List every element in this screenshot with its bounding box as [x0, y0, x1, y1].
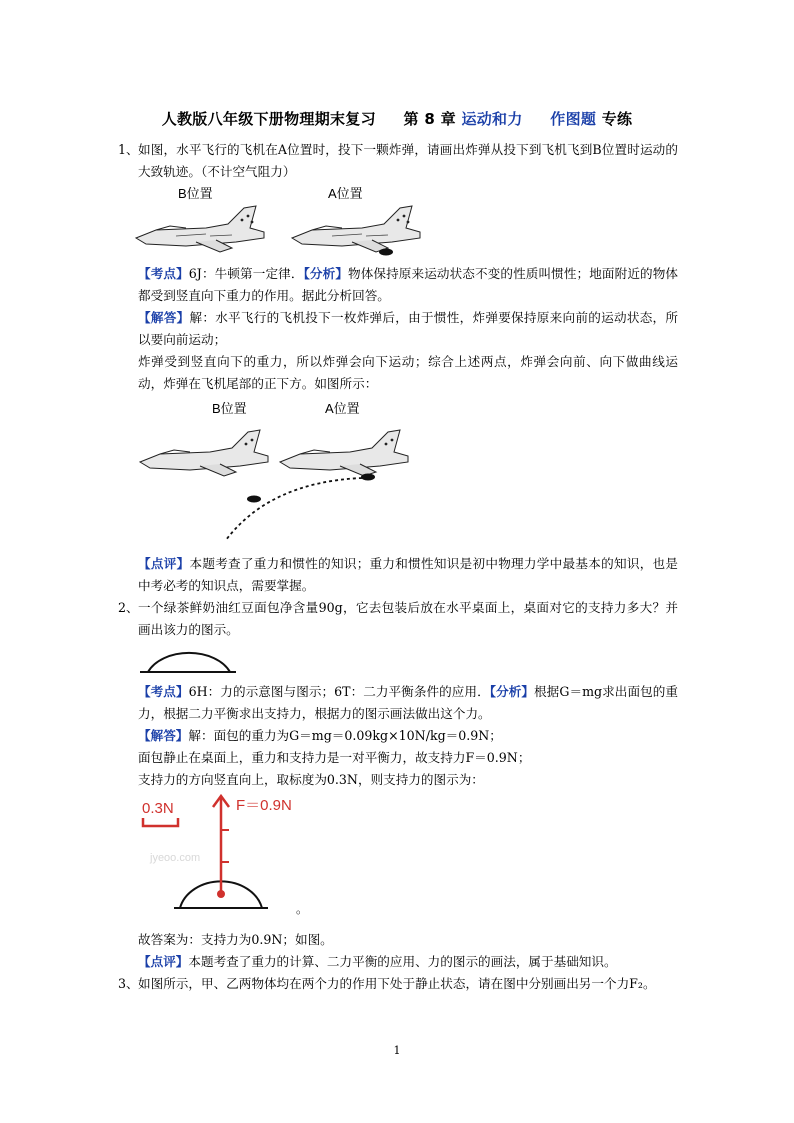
fenxi-text: 物体保持原来运动状态不变的性质叫惯性；地面附近的物体都受到竖直向下重力的作用。据此分析回答。	[138, 266, 679, 303]
jieda-text-2: 炸弹受到竖直向下的重力，所以炸弹会向下运动；综合上述两点，炸弹会向前、向下做曲线运动，炸弹在飞机尾部的正下方。如图所示：	[138, 354, 678, 391]
jieda-text-2-1: 解：面包的重力为G＝mg＝0.09kg×10N/kg＝0.9N；	[188, 728, 502, 743]
q1-number: 1、	[118, 142, 139, 157]
kaodian-text: 6J：牛顿第一定律．	[188, 266, 304, 281]
scale-label: 0.3N	[142, 800, 174, 817]
tag-dianping: 【点评】	[138, 556, 190, 571]
jieda-text-2-2: 面包静止在桌面上，重力和支持力是一对平衡力，故支持力F＝0.9N；	[138, 750, 531, 765]
fenxi-text-2: 根据G＝mg求出面包的重力，根据二力平衡求出支持力，根据力的图示画法做出这个力。	[138, 684, 678, 721]
title-suffix: 专练	[601, 110, 633, 128]
tag-jieda: 【解答】	[138, 310, 190, 325]
force-origin-dot	[217, 890, 225, 898]
bomb-start-icon	[361, 474, 375, 481]
q3-number: 3、	[118, 976, 139, 991]
q1-dianping	[138, 553, 678, 597]
tag-fenxi-2: 【分析】	[489, 684, 535, 699]
tag-kaodian: 【考点】	[138, 266, 189, 281]
bomb-trajectory	[226, 478, 362, 540]
title-chapter: 第 8 章	[403, 110, 456, 128]
tag-kaodian-2: 【考点】	[138, 684, 189, 699]
q1-text: 如图，水平飞行的飞机在A位置时，投下一颗炸弹，请画出炸弹从投下到飞机飞到B位置时运动的大致轨迹。（不计空气阻力）	[138, 142, 678, 179]
q2-kaodian	[138, 681, 678, 725]
label-b-position-answer: B位置	[212, 401, 247, 416]
label-b-position: B位置	[178, 186, 213, 201]
q2-force-diagram	[140, 788, 300, 918]
title-type: 作图题	[550, 110, 597, 128]
q1-kaodian	[138, 263, 678, 307]
tag-fenxi: 【分析】	[303, 266, 349, 281]
q2-number: 2、	[118, 600, 139, 615]
force-label: F＝0.9N	[236, 797, 292, 814]
tag-jieda-2: 【解答】	[138, 728, 189, 743]
plane-a-answer-icon	[280, 430, 408, 476]
dianping-text-2: 本题考查了重力的计算、二力平衡的应用、力的图示的画法，属于基础知识。	[188, 954, 617, 969]
title-text: 人教版八年级下册物理期末复习	[161, 110, 376, 128]
watermark: jyeoo.com	[150, 852, 201, 864]
scale-bar	[143, 818, 178, 826]
page-number: 1	[393, 1044, 401, 1057]
q1-jieda	[138, 307, 678, 395]
q2-dianping	[138, 951, 678, 973]
kaodian-text-2: 6H：力的示意图与图示；6T：二力平衡条件的应用．	[188, 684, 490, 699]
bomb-end-icon	[247, 496, 261, 503]
q2-jieda	[138, 725, 678, 791]
q2-text: 一个绿茶鲜奶油红豆面包净含量90g，它去包装后放在水平桌面上，桌面对它的支持力多大？并画出该力的图示。	[138, 600, 678, 637]
jieda-text-2-3: 支持力的方向竖直向上，取标度为0.3N，则支持力的图示为：	[138, 772, 484, 787]
title-topic: 运动和力	[461, 110, 523, 128]
q1-answer-figure	[130, 420, 430, 550]
q2-answer: 故答案为：支持力为0.9N；如图。	[138, 932, 333, 947]
tag-dianping-2: 【点评】	[138, 954, 189, 969]
page-title	[0, 108, 794, 129]
label-a-position-answer: A位置	[325, 401, 360, 416]
dianping-text: 本题考查了重力和惯性的知识；重力和惯性知识是初中物理力学中最基本的知识，也是中考必考的知识点，需要掌握。	[138, 556, 679, 593]
jieda-text-1: 解：水平飞行的飞机投下一枚炸弹后，由于惯性，炸弹要保持原来向前的运动状态，所以要向前运动；	[138, 310, 679, 347]
q1-figure-planes	[130, 200, 430, 260]
period-mark: 。	[296, 902, 309, 916]
q2-bread-figure	[140, 638, 240, 678]
plane-a-icon	[292, 206, 420, 252]
plane-b-answer-icon	[140, 430, 268, 476]
bomb-icon	[379, 249, 393, 256]
label-a-position: A位置	[328, 186, 363, 201]
plane-b-icon	[136, 206, 264, 252]
q3-text: 如图所示，甲、乙两物体均在两个力的作用下处于静止状态，请在图中分别画出另一个力F₂。	[138, 976, 656, 991]
